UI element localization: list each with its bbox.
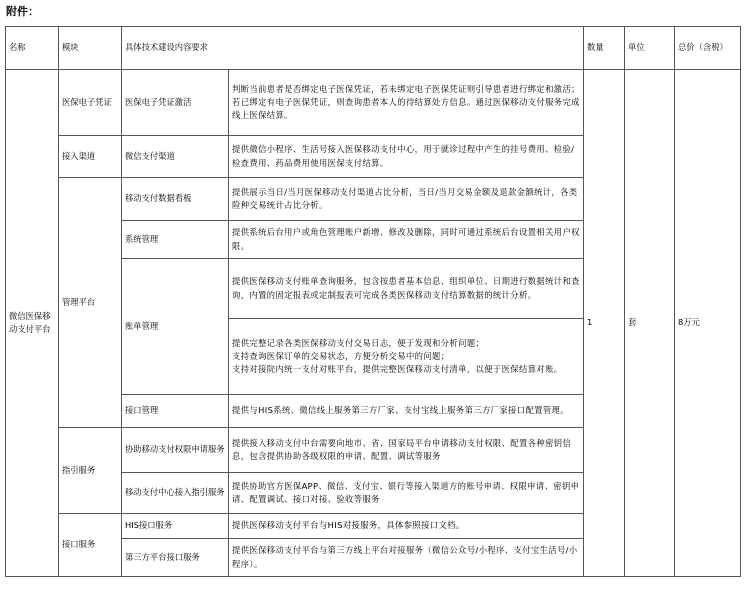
module-cell: 管理平台 — [59, 178, 122, 428]
description-line: 提供完整记录各类医保移动支付交易日志，便于发现和分析问题； — [232, 337, 485, 348]
description-line: 提供与HIS系统、微信线上服务第三方厂家、支付宝线上服务第三方厂家接口配置管理。 — [232, 405, 569, 416]
item-cell: 微信支付渠道 — [122, 136, 229, 178]
description-line: 提供展示当日/当月医保移动支付渠道占比分析，当日/当月交易金额及退款金额统计，各类险种交易统计占比分析。 — [232, 186, 578, 210]
description-cell — [229, 259, 584, 319]
description-line: 提供系统后台用户或角色管理账户新增、修改及删除，同时可通过系统后台设置相关用户权限。 — [232, 227, 580, 251]
item-cell: 第三方平台接口服务 — [122, 539, 229, 577]
item-cell: 协助移动支付权限申请服务 — [122, 428, 229, 473]
description-cell — [229, 473, 584, 514]
header-row — [6, 27, 741, 70]
unit-cell: 套 — [625, 70, 675, 577]
header-module: 模块 — [59, 27, 122, 70]
product-name-cell: 微信医保移动支付平台 — [6, 70, 59, 577]
module-cell: 医保电子凭证 — [59, 70, 122, 136]
item-cell: 移动支付数据看板 — [122, 178, 229, 221]
description-cell — [229, 428, 584, 473]
description-line: 判断当前患者是否绑定电子医保凭证，若未绑定电子医保凭证则引导患者进行绑定和激活；若已绑定有电子医保凭证，则查询患者本人的待结算处方信息。通过医保移动支付服务完成线上医保结算。 — [232, 83, 580, 121]
header-unit: 单位 — [625, 27, 675, 70]
spec-table — [5, 26, 741, 577]
table-row — [6, 70, 741, 136]
description-line: 提供协助官方医保APP、微信、支付宝、银行等接入渠道方的账号申请、权限申请、密钥申请、配置调试、接口对接、验收等服务 — [232, 480, 580, 504]
description-line: 支持对接院内统一支付对账平台，提供完整医保移动支付清单，以便于医保结算对账。 — [232, 364, 563, 375]
item-cell: 接口管理 — [122, 395, 229, 428]
description-line: 提供医保移动支付平台与HIS对接服务，具体参照接口文档。 — [232, 520, 465, 531]
module-cell: 接入渠道 — [59, 136, 122, 178]
attachment-heading: 附件： — [6, 5, 39, 18]
header-quantity: 数量 — [584, 27, 625, 70]
header-name: 名称 — [6, 27, 59, 70]
description-cell — [229, 514, 584, 539]
description-line: 提供接入移动支付中台需要向地市、省、国家局平台申请移动支付权限、配置各种密钥信息，包含提供协助各级权限的申请、配置、调试等服务 — [232, 437, 572, 461]
description-cell — [229, 178, 584, 221]
description-cell — [229, 319, 584, 395]
module-cell: 指引服务 — [59, 428, 122, 514]
description-cell — [229, 136, 584, 178]
total-price-cell: 8万元 — [675, 70, 741, 577]
module-cell: 接口服务 — [59, 514, 122, 577]
description-line: 提供医保移动支付账单查询服务，包含按患者基本信息、组织单位、日期进行数据统计和查询，内置的固定报表或定制报表可完成各类医保移动支付结算数据的统计分析。 — [232, 276, 580, 300]
description-line: 提供医保移动支付平台与第三方线上平台对接服务（微信公众号/小程序、支付宝生活号/小程序）。 — [232, 545, 578, 569]
item-cell: HIS接口服务 — [122, 514, 229, 539]
description-cell — [229, 539, 584, 577]
quantity-cell: 1 — [584, 70, 625, 577]
description-cell — [229, 221, 584, 259]
header-total: 总价（含税） — [675, 27, 741, 70]
item-cell: 系统管理 — [122, 221, 229, 259]
description-line: 提供微信小程序、生活号接入医保移动支付中心，用于就诊过程中产生的挂号费用、检验/检查费用、药品费用使用医保支付结算。 — [232, 144, 575, 168]
description-cell — [229, 70, 584, 136]
item-cell: 医保电子凭证激活 — [122, 70, 229, 136]
item-cell: 账单管理 — [122, 259, 229, 395]
header-requirement: 具体技术建设内容要求 — [122, 27, 584, 70]
item-cell: 移动支付中心接入指引服务 — [122, 473, 229, 514]
description-cell — [229, 395, 584, 428]
description-line: 支持查询医保订单的交易状态，方便分析交易中的问题； — [232, 350, 450, 361]
